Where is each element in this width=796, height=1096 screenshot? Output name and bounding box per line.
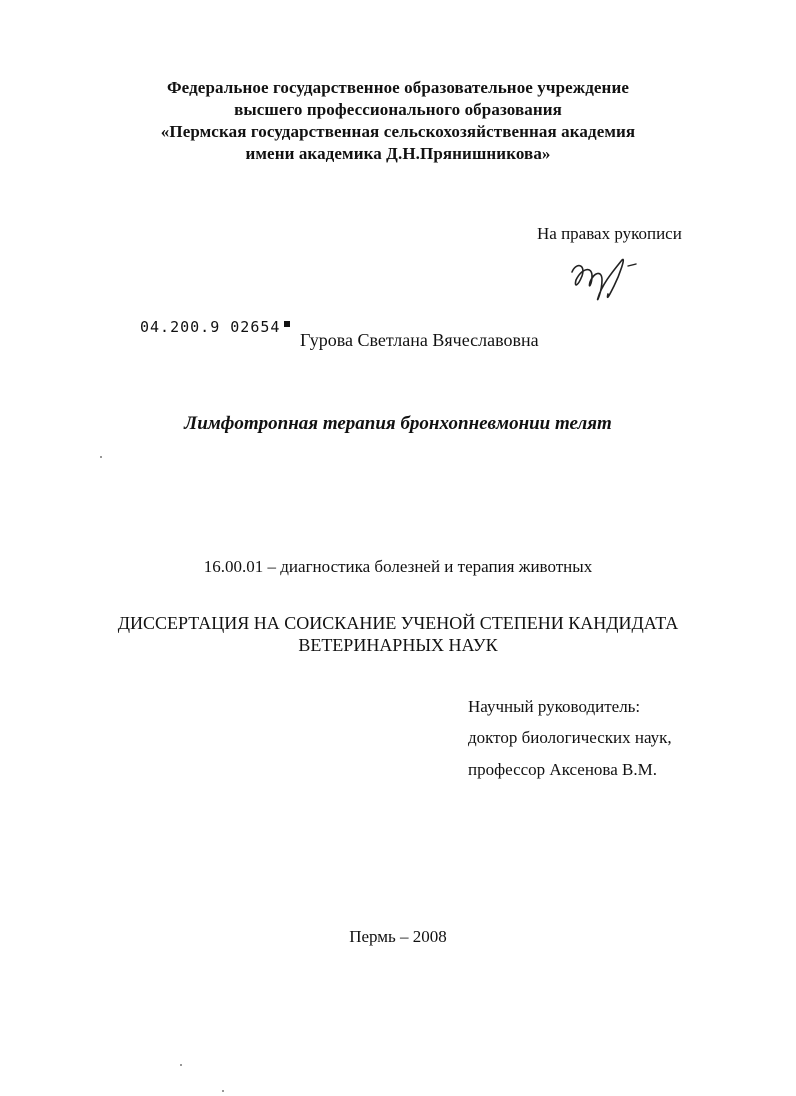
specialty: 16.00.01 – диагностика болезней и терапия животных xyxy=(203,557,593,576)
signature xyxy=(562,252,652,310)
dissertation-type-line-2: ВЕТЕРИНАРНЫХ НАУК xyxy=(298,635,498,655)
dissertation-title: Лимфотропная терапия бронхопневмонии телят xyxy=(184,413,612,434)
institution-line-4: имени академика Д.Н.Прянишникова» xyxy=(245,144,551,163)
scan-speck xyxy=(222,1090,224,1092)
author-name: Гурова Светлана Вячеславовна xyxy=(300,330,539,350)
supervisor-degree: доктор биологических наук, xyxy=(468,728,672,747)
dissertation-type-line-1: ДИССЕРТАЦИЯ НА СОИСКАНИЕ УЧЕНОЙ СТЕПЕНИ КАНДИДАТА xyxy=(117,613,679,633)
institution-line-3: «Пермская государственная сельскохозяйственная академия xyxy=(160,122,636,141)
supervisor-label: Научный руководитель: xyxy=(468,697,641,716)
scan-speck xyxy=(100,456,102,458)
stamp-marker xyxy=(284,321,290,327)
registration-number: 04.200.9 02654 xyxy=(140,318,281,336)
scan-speck xyxy=(180,1064,182,1066)
city-year: Пермь – 2008 xyxy=(349,927,447,946)
institution-line-2: высшего профессионального образования xyxy=(234,100,562,119)
rights-note: На правах рукописи xyxy=(537,224,682,243)
institution-line-1: Федеральное государственное образовательное учреждение xyxy=(166,78,629,97)
supervisor-name: профессор Аксенова В.М. xyxy=(468,760,657,779)
